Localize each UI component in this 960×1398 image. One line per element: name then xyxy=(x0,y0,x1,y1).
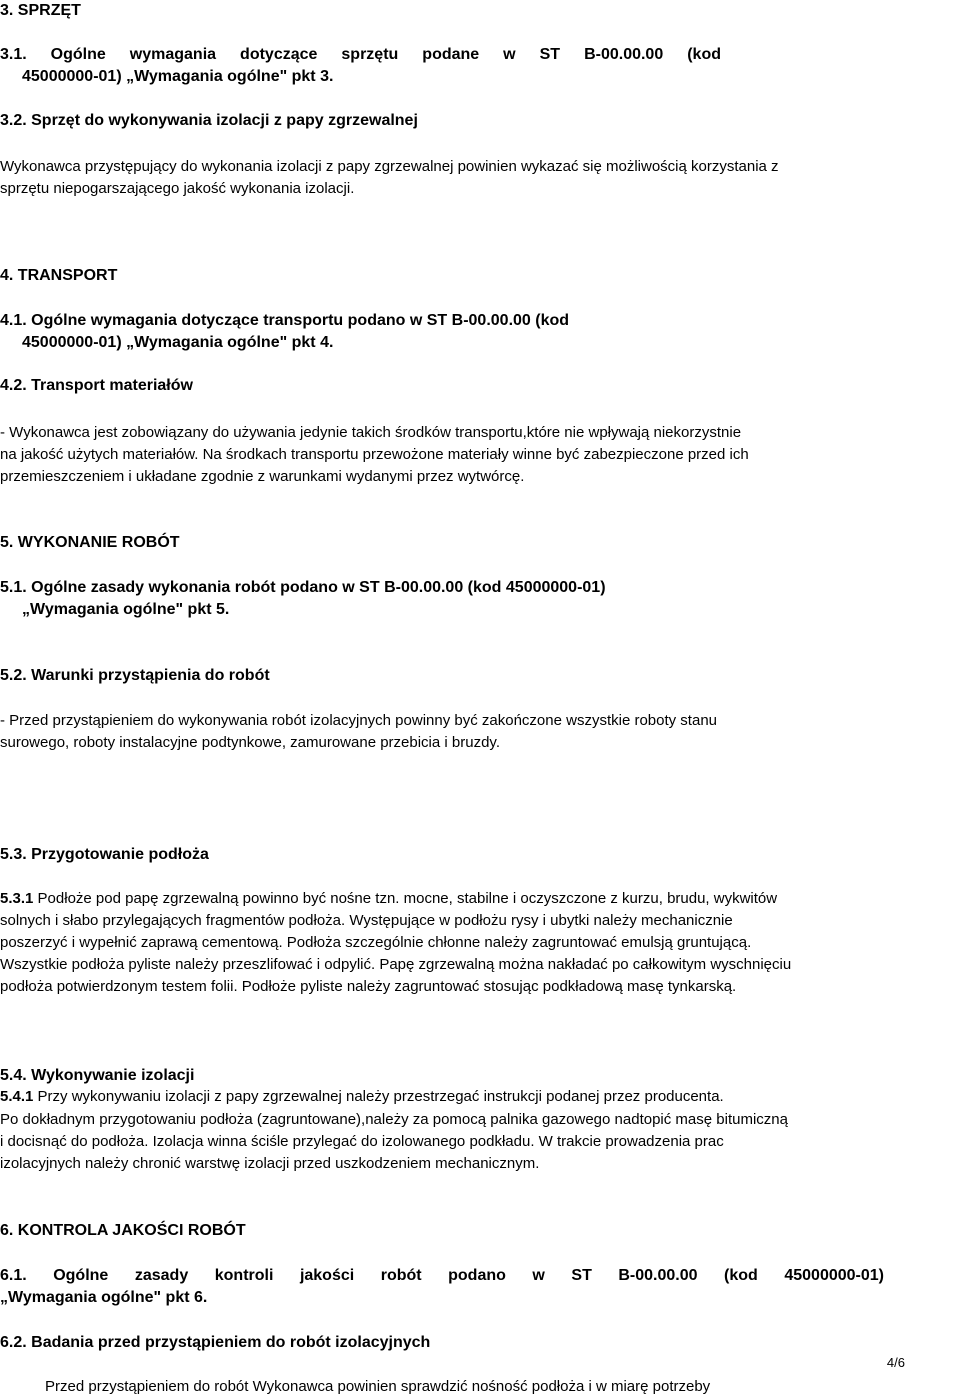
paragraph-5-3-1-line5: podłoża potwierdzonym testem folii. Podłoże pyliste należy zagruntować stosując podkładową masę tynkarską. xyxy=(0,978,737,995)
section-heading-4: 4. TRANSPORT xyxy=(0,267,118,284)
subsection-heading-3-2: 3.2. Sprzęt do wykonywania izolacji z papy zgrzewalnej xyxy=(0,112,418,129)
paragraph-number: 5.4.1 xyxy=(0,1088,34,1105)
section-heading-6: 6. KONTROLA JAKOŚCI ROBÓT xyxy=(0,1222,246,1239)
paragraph-5-2-line2: surowego, roboty instalacyjne podtynkowe, zamurowane przebicia i bruzdy. xyxy=(0,734,500,751)
section-heading-5: 5. WYKONANIE ROBÓT xyxy=(0,534,180,551)
subsection-heading-4-1-cont: 45000000-01) „Wymagania ogólne" pkt 4. xyxy=(22,334,334,351)
subsection-heading-4-2: 4.2. Transport materiałów xyxy=(0,377,193,394)
subsection-heading-4-1: 4.1. Ogólne wymagania dotyczące transportu podano w ST B-00.00.00 (kod xyxy=(0,312,570,329)
subsection-heading-5-2: 5.2. Warunki przystąpienia do robót xyxy=(0,667,270,684)
paragraph-5-3-1-line2: solnych i słabo przylegających fragmentów podłoża. Występujące w podłożu rysy i ubytki należy mechanicznie xyxy=(0,912,733,929)
paragraph-4-2-line2: na jakość użytych materiałów. Na środkach transportu przewożone materiały winne być zabezpieczone przed ich xyxy=(0,446,749,463)
paragraph-5-2-line1: - Przed przystąpieniem do wykonywania robót izolacyjnych powinny być zakończone wszystkie roboty stanu xyxy=(0,712,718,729)
subsection-heading-5-4: 5.4. Wykonywanie izolacji xyxy=(0,1067,195,1084)
paragraph-6-2-line1: Przed przystąpieniem do robót Wykonawca powinien sprawdzić nośność podłoża i w miarę potrzeby xyxy=(45,1378,711,1395)
paragraph-5-4-1-line3: i docisnąć do podłoża. Izolacja winna ściśle przylegać do izolowanego podkładu. W trakcie prowadzenia prac xyxy=(0,1133,724,1150)
subsection-heading-3-1-cont: 45000000-01) „Wymagania ogólne" pkt 3. xyxy=(22,68,334,85)
paragraph-5-3-1-line3: poszerzyć i wypełnić zaprawą cementową. Podłoża szczególnie chłonne należy zagruntować emulsją gruntującą. xyxy=(0,934,752,951)
paragraph-number: 5.3.1 xyxy=(0,890,34,907)
paragraph-3-2-line1: Wykonawca przystępujący do wykonania izolacji z papy zgrzewalnej powinien wykazać się możliwością korzystania z xyxy=(0,158,779,175)
paragraph-text: Przy wykonywaniu izolacji z papy zgrzewalnej należy przestrzegać instrukcji podanej przez producenta. xyxy=(33,1088,724,1105)
subsection-heading-5-1-cont: „Wymagania ogólne" pkt 5. xyxy=(22,601,230,618)
section-heading-3: 3. SPRZĘT xyxy=(0,2,81,19)
subsection-heading-6-1: 6.1. Ogólne zasady kontroli jakości robót podano w ST B-00.00.00 (kod 45000000-01) xyxy=(0,1267,884,1284)
page-number: 4/6 xyxy=(886,1355,905,1370)
paragraph-5-4-1-line1 xyxy=(0,1087,724,1107)
paragraph-5-4-1-line2: Po dokładnym przygotowaniu podłoża (zagruntowane),należy za pomocą palnika gazowego nadtopić masę bitumiczną xyxy=(0,1111,788,1128)
subsection-heading-6-2: 6.2. Badania przed przystąpieniem do robót izolacyjnych xyxy=(0,1334,431,1351)
paragraph-5-3-1-line4: Wszystkie podłoża pyliste należy przeszlifować i odpylić. Papę zgrzewalną można nakładać po całkowitym wyschnięciu xyxy=(0,956,792,973)
subsection-heading-3-1: 3.1. Ogólne wymagania dotyczące sprzętu podane w ST B-00.00.00 (kod xyxy=(0,46,721,63)
paragraph-4-2-line1: - Wykonawca jest zobowiązany do używania jedynie takich środków transportu,które nie wpływają niekorzystnie xyxy=(0,424,742,441)
subsection-heading-6-1-cont: „Wymagania ogólne" pkt 6. xyxy=(0,1289,208,1306)
subsection-heading-5-3: 5.3. Przygotowanie podłoża xyxy=(0,846,209,863)
paragraph-4-2-line3: przemieszczeniem i układane zgodnie z warunkami wydanymi przez wytwórcę. xyxy=(0,468,525,485)
paragraph-5-4-1-line4: izolacyjnych należy chronić warstwę izolacji przed uszkodzeniem mechanicznym. xyxy=(0,1155,540,1172)
paragraph-3-2-line2: sprzętu niepogarszającego jakość wykonania izolacji. xyxy=(0,180,355,197)
paragraph-5-3-1-line1 xyxy=(0,889,777,909)
subsection-heading-5-1: 5.1. Ogólne zasady wykonania robót podano w ST B-00.00.00 (kod 45000000-01) xyxy=(0,579,606,596)
paragraph-text: Podłoże pod papę zgrzewalną powinno być nośne tzn. mocne, stabilne i oczyszczone z kurzu, brudu, wykwitów xyxy=(33,890,778,907)
